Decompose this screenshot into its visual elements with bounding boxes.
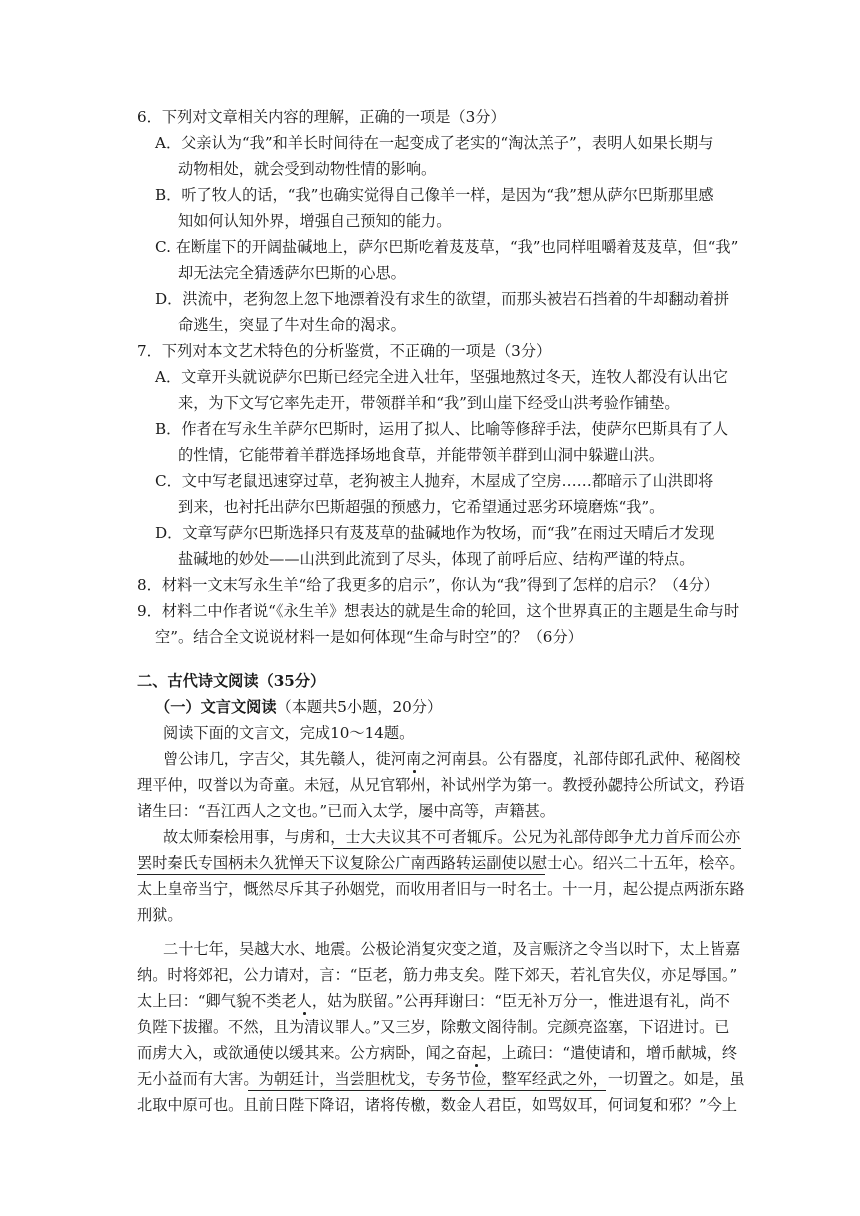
q6-option-a-line2: 动物相处，就会受到动物性情的影响。 xyxy=(178,160,437,178)
q7-option-c-line2: 到来，也衬托出萨尔巴斯超强的预感力，它希望通过恶劣环境磨炼“我”。 xyxy=(178,498,665,516)
passage-line: 二十七年，吴越大水、地震。公极论消复灾变之道，及言赈济之令当以时下，太上皆嘉 xyxy=(163,940,741,958)
q7-option-b-line2: 的性情，它能带着羊群选择场地食草，并能带领羊群到山洞中躲避山洪。 xyxy=(178,446,664,464)
instruction: 阅读下面的文言文，完成10～14题。 xyxy=(163,724,415,742)
q6-option-b-line2: 知如何认知外界，增强自己预知的能力。 xyxy=(178,212,452,230)
subsection-title-bold: （一）文言文阅读 xyxy=(155,698,277,716)
q7-option-d-line1: D．文章写萨尔巴斯选择只有芨芨草的盐碱地作为牧场，而“我”在雨过天晴后才发现 xyxy=(155,524,715,542)
passage-line: 太上皇帝当宁，慨然尽斥其子孙姻党，而收用者旧与一时名士。十一月，起公提点两浙东路 xyxy=(137,880,745,898)
passage-line: 曾公讳几，字吉父，其先赣人，徙河南之河南县。公有器度，礼部侍郎孔武仲、秘阁校 xyxy=(163,750,741,768)
emphasis-dot xyxy=(475,1064,478,1067)
passage-line: 罢时秦氏专国柄未久犹惮天下议复除公广南西路转运副使以慰士心。绍兴二十五年，桧卒。 xyxy=(137,854,745,872)
passage-line: 理平仲，叹誉以为奇童。未冠，从兄官郓州，补试州学为第一。教授孙勰持公所试文，矜语 xyxy=(137,776,745,794)
underline-mark xyxy=(137,874,545,875)
passage-line: 诸生曰：“吾江西人之文也。”已而入太学，屡中高等，声籍甚。 xyxy=(137,802,555,820)
emphasis-dot xyxy=(413,770,416,773)
section-title: 二、古代诗文阅读（35分） xyxy=(137,672,326,690)
passage-line: 纳。时将郊祀，公力请对，言：“臣老，筋力弗支矣。陛下郊天，若礼官失仪，亦足辱国。” xyxy=(137,966,738,984)
q7-option-a-line1: A．文章开头就说萨尔巴斯已经完全进入壮年，坚强地熬过冬天，连牧人都没有认出它 xyxy=(155,368,728,386)
passage-line: 负陛下拔擢。不然，且为清议罪人。”又三岁，除敷文阁待制。完颜亮盗塞，下诏进讨。已 xyxy=(137,1018,730,1036)
q7-option-c-line1: C．文中写老鼠迅速穿过草，老狗被主人抛弃，木屋成了空房……都暗示了山洪即将 xyxy=(155,472,714,490)
passage-line: 故太师秦桧用事，与虏和，士大夫议其不可者辄斥。公兄为礼部侍郎争尤力首斥而公亦 xyxy=(163,828,741,846)
subsection-title-note: （本题共5小题，20分） xyxy=(276,698,443,716)
underline-mark xyxy=(248,1090,606,1091)
passage-line: 北取中原可也。且前日陛下降诏，诸将传檄，数金人君臣，如骂奴耳，何词复和邪？”今上 xyxy=(137,1096,738,1114)
passage-line: 无小益而有大害。为朝廷计，当尝胆枕戈，专务节俭，整军经武之外，一切置之。如是，虽 xyxy=(137,1070,745,1088)
q6-option-b-line1: B．听了牧人的话，“我”也确实觉得自己像羊一样，是因为“我”想从萨尔巴斯那里感 xyxy=(155,186,714,204)
q8: 8．材料一文末写永生羊“给了我更多的启示”，你认为“我”得到了怎样的启示？（4分） xyxy=(137,576,719,594)
passage-line: 刑狱。 xyxy=(137,906,183,924)
underline-mark xyxy=(333,848,741,849)
q6-option-a-line1: A．父亲认为“我”和羊长时间待在一起变成了老实的“淘汰羔子”，表明人如果长期与 xyxy=(155,134,714,152)
q9-line2: 空”。结合全文说说材料一是如何体现“生命与时空”的？（6分） xyxy=(155,628,583,646)
q6-stem: 6．下列对文章相关内容的理解，正确的一项是（3分） xyxy=(137,108,506,126)
q6-option-c-line2: 却无法完全猜透萨尔巴斯的心思。 xyxy=(178,264,406,282)
q7-stem: 7．下列对本文艺术特色的分析鉴赏，不正确的一项是（3分） xyxy=(137,342,552,360)
q6-option-d-line1: D．洪流中，老狗忽上忽下地漂着没有求生的欲望，而那头被岩石挡着的牛却翻动着拼 xyxy=(155,290,730,308)
passage-line: 太上曰：“卿气貌不类老人，姑为朕留。”公再拜谢曰：“臣无补万分一，惟进退有礼，尚不 xyxy=(137,992,730,1010)
subsection-title xyxy=(155,697,442,717)
q6-option-d-line2: 命逃生，突显了牛对生命的渴求。 xyxy=(178,316,406,334)
q6-option-c-line1: C. 在断崖下的开阔盐碱地上，萨尔巴斯吃着芨芨草，“我”也同样咀嚼着芨芨草，但“我” xyxy=(155,238,739,256)
q7-option-a-line2: 来，为下文写它率先走开，带领群羊和“我”到山崖下经受山洪考验作铺垫。 xyxy=(178,394,680,412)
passage-line: 而虏大入，或欲通使以缓其来。公方病卧，闻之奋起，上疏曰：“遣使请和，增币献城，终 xyxy=(137,1044,738,1062)
emphasis-dot xyxy=(303,1012,306,1015)
q9-line1: 9．材料二中作者说“《永生羊》想表达的就是生命的轮回，这个世界真正的主题是生命与时 xyxy=(137,602,740,620)
q7-option-d-line2: 盐碱地的妙处——山洪到此流到了尽头，体现了前呼后应、结构严谨的特点。 xyxy=(178,550,695,568)
q7-option-b-line1: B．作者在写永生羊萨尔巴斯时，运用了拟人、比喻等修辞手法，使萨尔巴斯具有了人 xyxy=(155,420,729,438)
